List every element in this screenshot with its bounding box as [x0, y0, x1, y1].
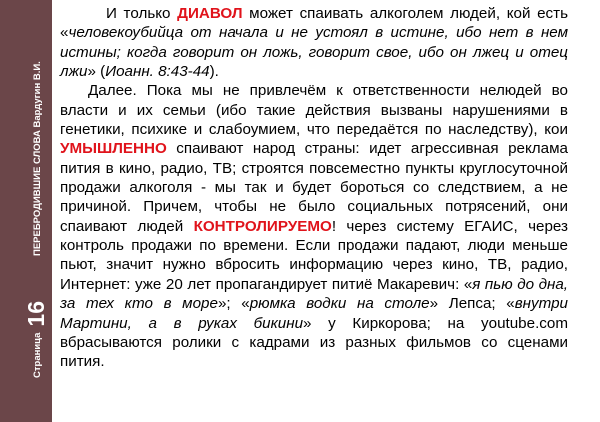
text-run: » у Киркорова; на youtube.com вбрасываются ролики с кадрами из разных фильмов со сценами пития.	[60, 314, 568, 371]
highlight-kontroliruemo: КОНТРОЛИРУЕМО	[193, 217, 332, 235]
text-run: ! через систему ЕГАИС, через контроль продажи по времени. Если продажи падают, люди меньше пьют, значит нужно вбросить информацию через кино, ТВ, радио, Интернет: уже 20 лет пропагандирует питиё Макаревич: «	[60, 217, 568, 293]
text-run: » Лепса; «	[429, 295, 515, 313]
text-run: » (	[87, 63, 106, 81]
text-run: И только	[106, 5, 178, 22]
sidebar-rotated-text	[23, 61, 49, 378]
text-run: »; «	[217, 295, 250, 313]
text-run: Далее. Пока мы не привлечём к ответственности нелюдей во власти и их семьи (ибо такие действия вызваны нарушениями в генетики, психике и слабоумием, что передаётся по наследству), кои	[60, 82, 568, 139]
page-sidebar	[0, 0, 52, 422]
song-quote-kirkorov: внутри Мартини, а в руках бикини	[60, 295, 569, 332]
highlight-umyshlenno: УМЫШЛЕННО	[60, 140, 167, 158]
text-run: спаивают народ страны: идет агрессивная реклама пития в кино, радио, ТВ; строятся повсеместно пункты круглосуточной продажи алкоголя - мы так и будет бороться со следствием, а не причиной. Причем, чтобы не было социальных потрясений, они спаивают людей	[60, 140, 568, 235]
book-title: ПЕРЕБРОДИВШИЕ СЛОВА Вардугин В.И.	[31, 61, 43, 256]
scripture-reference: Иоанн. 8:43-44	[105, 63, 210, 81]
paragraph-1	[60, 4, 568, 81]
song-quote-makarevich: я пью до дна, за тех кто в море	[60, 275, 568, 313]
paragraph-2	[60, 81, 568, 371]
song-quote-lepsa: рюмка водки на столе	[249, 295, 430, 313]
text-run: может спаивать алкоголем людей, кой есть «	[60, 5, 568, 42]
page-label: Страница	[31, 332, 43, 378]
highlight-diavol: ДИАВОЛ	[177, 5, 243, 22]
page-number: 16	[23, 300, 49, 327]
document-body	[60, 4, 568, 372]
text-run: ).	[209, 63, 219, 81]
scripture-quote: человекоубийца от начала и не устоял в истине, ибо нет в нем истины; когда говорит он ложь, говорит свое, ибо он лжец и отец лжи	[60, 24, 568, 81]
